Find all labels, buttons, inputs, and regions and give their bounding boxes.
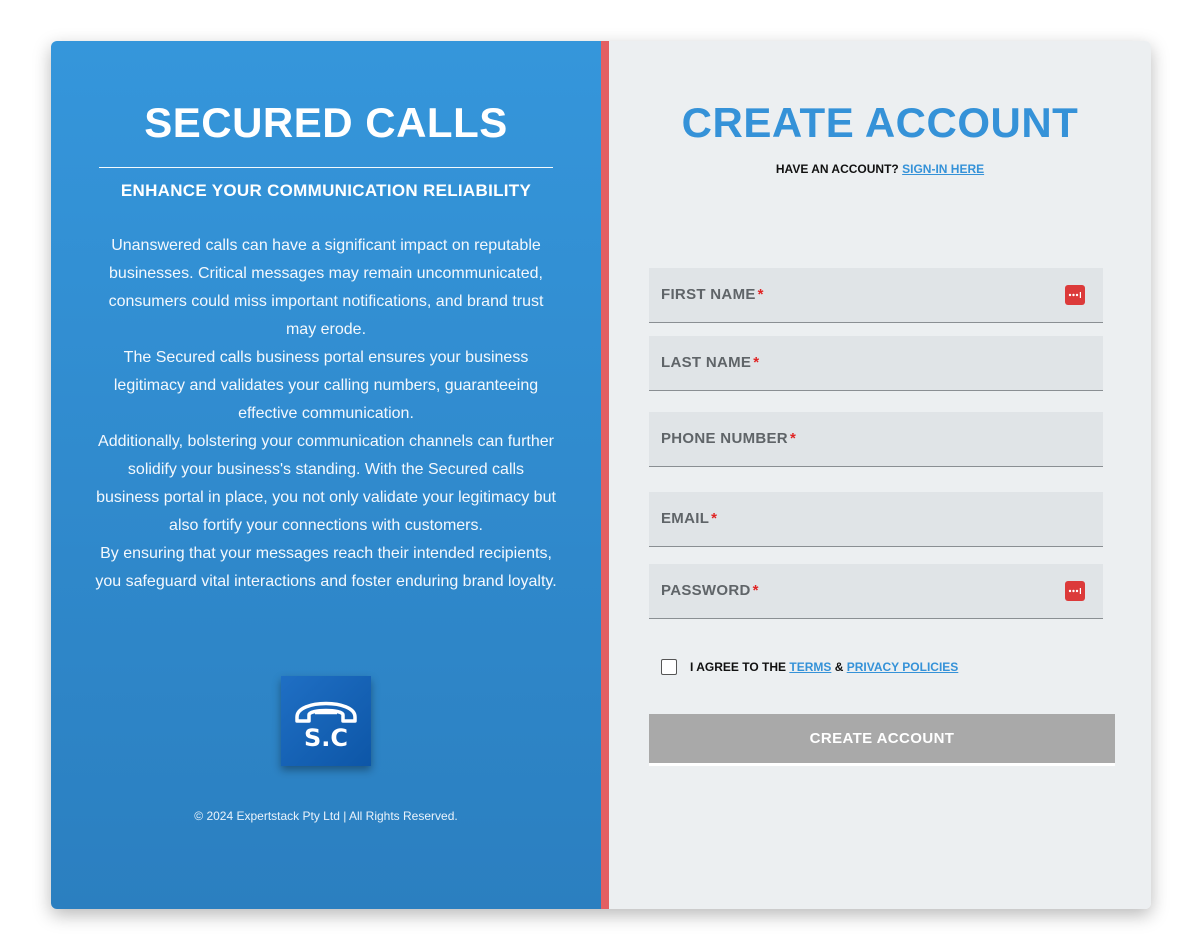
first-name-input[interactable] bbox=[649, 268, 1103, 322]
first-name-label-text: FIRST NAME bbox=[661, 286, 756, 303]
signup-card bbox=[51, 41, 1151, 909]
logo-text: S.C bbox=[303, 724, 349, 751]
required-marker: * bbox=[752, 582, 759, 599]
required-marker: * bbox=[711, 510, 718, 527]
phone-number-label-text: PHONE NUMBER bbox=[661, 430, 788, 447]
agree-terms-row bbox=[661, 659, 958, 675]
agree-prefix: I AGREE TO THE bbox=[690, 660, 787, 674]
telephone-logo-icon bbox=[291, 691, 361, 751]
email-label-text: EMAIL bbox=[661, 510, 710, 527]
brand-paragraph: Additionally, bolstering your communication channels can further solidify your business's standing. With the Secured calls business portal in place, you not only validate your legitimacy but also fortify your connections with customers. bbox=[96, 433, 556, 534]
password-label-text: PASSWORD bbox=[661, 582, 751, 599]
first-name-field[interactable] bbox=[649, 268, 1103, 323]
agree-checkbox[interactable] bbox=[661, 659, 677, 675]
password-manager-icon[interactable] bbox=[1065, 285, 1085, 305]
brand-paragraph: The Secured calls business portal ensures your business legitimacy and validates your calling numbers, guaranteeing effective communication. bbox=[113, 349, 539, 422]
brand-subtitle: ENHANCE YOUR COMMUNICATION RELIABILITY bbox=[120, 181, 532, 200]
brand-paragraph: By ensuring that your messages reach their intended recipients, you safeguard vital interactions and foster enduring brand loyalty. bbox=[95, 545, 557, 590]
required-marker: * bbox=[753, 354, 760, 371]
form-title: CREATE ACCOUNT bbox=[681, 99, 1079, 146]
signin-link[interactable]: SIGN-IN HERE bbox=[902, 162, 985, 176]
form-panel bbox=[609, 41, 1151, 909]
last-name-label-text: LAST NAME bbox=[661, 354, 752, 371]
email-input[interactable] bbox=[649, 492, 1103, 546]
dots-icon bbox=[1068, 291, 1082, 299]
have-account-text: HAVE AN ACCOUNT? bbox=[775, 162, 899, 176]
accent-divider bbox=[601, 41, 609, 909]
agree-amp: & bbox=[834, 660, 844, 674]
password-field[interactable] bbox=[649, 564, 1103, 619]
required-marker: * bbox=[757, 286, 764, 303]
phone-number-field[interactable] bbox=[649, 412, 1103, 467]
brand-paragraph: Unanswered calls can have a significant impact on reputable businesses. Critical messages may remain uncommunicated, consumers could miss important notifications, and brand trust may erode. bbox=[108, 237, 544, 338]
secured-calls-logo bbox=[281, 676, 371, 766]
brand-divider bbox=[99, 167, 553, 168]
last-name-input[interactable] bbox=[649, 336, 1103, 390]
brand-description bbox=[95, 232, 557, 596]
terms-link[interactable]: TERMS bbox=[789, 660, 832, 674]
phone-number-input[interactable] bbox=[649, 412, 1103, 466]
privacy-policies-link[interactable]: PRIVACY POLICIES bbox=[846, 660, 959, 674]
brand-title: SECURED CALLS bbox=[144, 99, 508, 146]
password-input[interactable] bbox=[649, 564, 1103, 618]
last-name-field[interactable] bbox=[649, 336, 1103, 391]
copyright: © 2024 Expertstack Pty Ltd | All Rights Reserved. bbox=[194, 809, 458, 823]
password-manager-icon[interactable] bbox=[1065, 581, 1085, 601]
have-account-line bbox=[609, 162, 1151, 176]
required-marker: * bbox=[789, 430, 797, 447]
create-account-button[interactable]: CREATE ACCOUNT bbox=[649, 714, 1115, 766]
email-field[interactable] bbox=[649, 492, 1103, 547]
dots-icon bbox=[1068, 587, 1082, 595]
brand-panel bbox=[51, 41, 601, 909]
